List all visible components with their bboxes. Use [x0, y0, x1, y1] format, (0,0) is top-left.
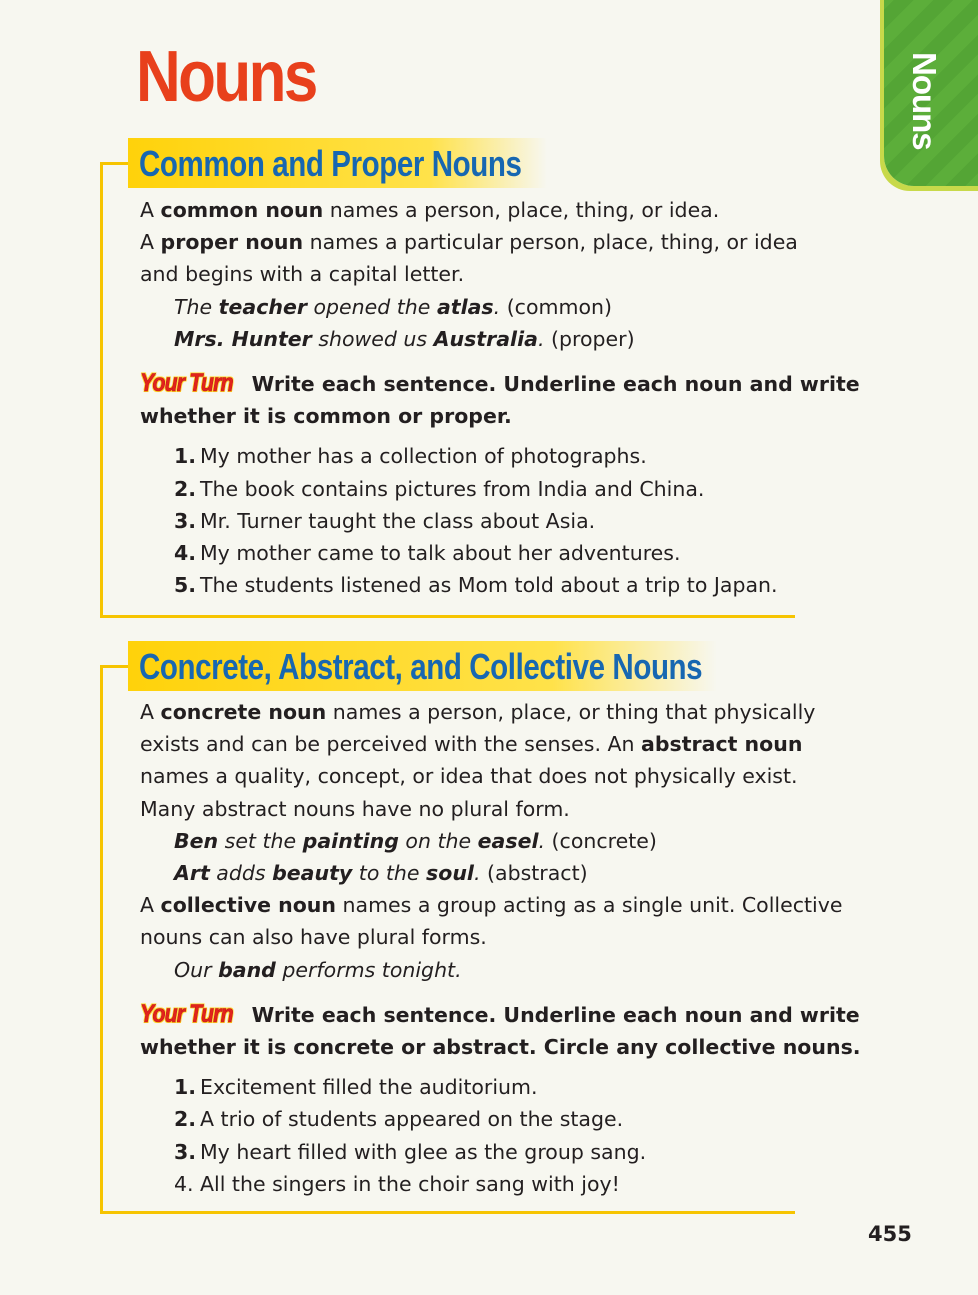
example-tag: (concrete) [545, 828, 657, 853]
item-number: 4. [174, 1171, 194, 1196]
section-heading-bar [128, 138, 547, 188]
example-text [174, 861, 481, 885]
rule-line [140, 194, 860, 226]
bold-term: atlas [436, 294, 494, 319]
example-tag: (abstract) [480, 861, 588, 886]
text-run: names a group acting as a single unit. Collective [336, 893, 843, 918]
item-text: My mother has a collection of photographs. [200, 444, 647, 469]
rule-text [140, 194, 860, 291]
item-text: All the singers in the choir sang with joy! [200, 1171, 620, 1196]
bold-term: painting [302, 828, 399, 853]
text-run: Many abstract nouns have no plural form. [140, 796, 570, 821]
item-text: Excitement filled the auditorium. [200, 1075, 538, 1100]
example-text [174, 829, 545, 853]
text-run: on the [398, 828, 478, 853]
rule-line [140, 921, 861, 953]
example-sentence [140, 954, 861, 986]
rule-text-collective [140, 889, 861, 953]
bold-term: Art [174, 861, 210, 886]
item-text: My heart filled with glee as the group sang. [200, 1139, 647, 1164]
example-sentence [140, 825, 861, 857]
section-common-proper [100, 138, 860, 618]
text-run: and begins with a capital letter. [140, 262, 465, 287]
text-run: to the [352, 861, 427, 886]
bold-term: common noun [160, 198, 324, 222]
rule-line [140, 760, 861, 792]
text-run: adds [209, 861, 273, 886]
text-run: A [140, 893, 161, 918]
rule-line [140, 258, 860, 290]
example-sentence [140, 291, 860, 323]
your-turn-instruction [140, 367, 860, 400]
instruction-line-1: Write each sentence. Underline each noun and write [251, 1002, 860, 1027]
item-text: My mother came to talk about her adventures. [200, 541, 681, 566]
your-turn-badge: Your Turn [140, 999, 233, 1028]
text-run: A [140, 700, 161, 724]
item-number: 1. [174, 1075, 197, 1100]
example-tag: (common) [500, 294, 612, 319]
text-run: A [140, 198, 161, 222]
item-text: Mr. Turner taught the class about Asia. [200, 508, 596, 533]
item-number: 2. [174, 476, 197, 501]
item-text: The book contains pictures from India and China. [200, 476, 705, 501]
example-tag: (proper) [544, 326, 635, 351]
rule-line [140, 696, 861, 728]
text-run: showed us [311, 326, 434, 351]
exercise-item [174, 440, 860, 472]
page-title: Nouns [136, 37, 316, 117]
item-number: 3. [174, 1139, 197, 1164]
section-heading-bar [128, 641, 717, 691]
bold-term: easel [477, 828, 539, 853]
text-run: names a quality, concept, or idea that does not physically exist. [140, 764, 798, 789]
bold-term: collective noun [160, 893, 336, 918]
text-run: set the [218, 828, 303, 853]
instruction-line-2: whether it is concrete or abstract. Circle any collective nouns. [140, 1035, 861, 1060]
text-run: names a person, place, thing, or idea. [323, 198, 720, 222]
text-run: A [140, 230, 161, 255]
example-sentence [140, 323, 860, 355]
text-run: opened the [306, 294, 437, 319]
rule-line [140, 728, 861, 760]
bold-term: concrete noun [160, 700, 327, 724]
text-run: . [538, 828, 546, 853]
examples-collective [140, 954, 861, 986]
item-text: A trio of students appeared on the stage. [200, 1107, 624, 1132]
bold-term: Australia [433, 326, 538, 351]
exercise-item [174, 1071, 861, 1103]
text-run: . [493, 294, 501, 319]
section-heading: Concrete, Abstract, and Collective Nouns [139, 646, 703, 687]
text-run: exists and can be perceived with the senses. An [140, 732, 642, 757]
side-tab-label: Nouns [906, 52, 943, 150]
text-run: names a person, place, or thing that physically [326, 700, 816, 724]
section-heading: Common and Proper Nouns [139, 143, 522, 184]
examples [140, 291, 860, 355]
exercise-list [140, 1071, 861, 1200]
exercise-item [174, 473, 860, 505]
bold-term: abstract noun [641, 732, 803, 757]
text-run: . [537, 326, 545, 351]
your-turn-instruction [140, 998, 861, 1031]
text-run: Our [174, 957, 219, 982]
example-sentence [140, 857, 861, 889]
bold-term: proper noun [160, 230, 304, 255]
rule-line [140, 793, 861, 825]
exercise-item [174, 1103, 861, 1135]
example-text [174, 327, 544, 351]
rule-line [140, 226, 860, 258]
instruction-line-1: Write each sentence. Underline each noun and write [251, 372, 860, 397]
instruction-line-2: whether it is common or proper. [140, 404, 512, 429]
bold-term: band [218, 957, 276, 982]
exercise-item [174, 1168, 861, 1200]
page-number: 455 [868, 1222, 912, 1246]
text-run: The [174, 294, 219, 319]
bold-term: teacher [218, 294, 307, 319]
bold-term: Ben [174, 828, 219, 853]
item-number: 2. [174, 1107, 197, 1132]
item-number: 3. [174, 508, 197, 533]
section-body [140, 696, 861, 1200]
exercise-item [174, 505, 860, 537]
exercise-item [174, 1136, 861, 1168]
bold-term: Mrs. Hunter [174, 326, 312, 351]
rule-line [140, 889, 861, 921]
section-concrete-abstract-collective [100, 641, 861, 1214]
item-number: 5. [174, 573, 197, 598]
text-run: nouns can also have plural forms. [140, 925, 487, 950]
exercise-item [174, 537, 860, 569]
item-text: The students listened as Mom told about a trip to Japan. [200, 573, 778, 598]
item-number: 1. [174, 444, 197, 469]
bold-term: beauty [272, 861, 353, 886]
exercise-list [140, 440, 860, 601]
exercise-item [174, 569, 860, 601]
item-number: 4. [174, 541, 197, 566]
bold-term: soul [426, 861, 474, 886]
example-text [174, 295, 500, 319]
text-run: performs tonight. [275, 957, 462, 982]
rule-text [140, 696, 861, 825]
examples [140, 825, 861, 889]
example-text [174, 958, 462, 982]
your-turn-badge: Your Turn [140, 369, 233, 398]
text-run: . [473, 861, 481, 886]
section-body [140, 194, 860, 601]
text-run: names a particular person, place, thing, or idea [303, 230, 798, 255]
